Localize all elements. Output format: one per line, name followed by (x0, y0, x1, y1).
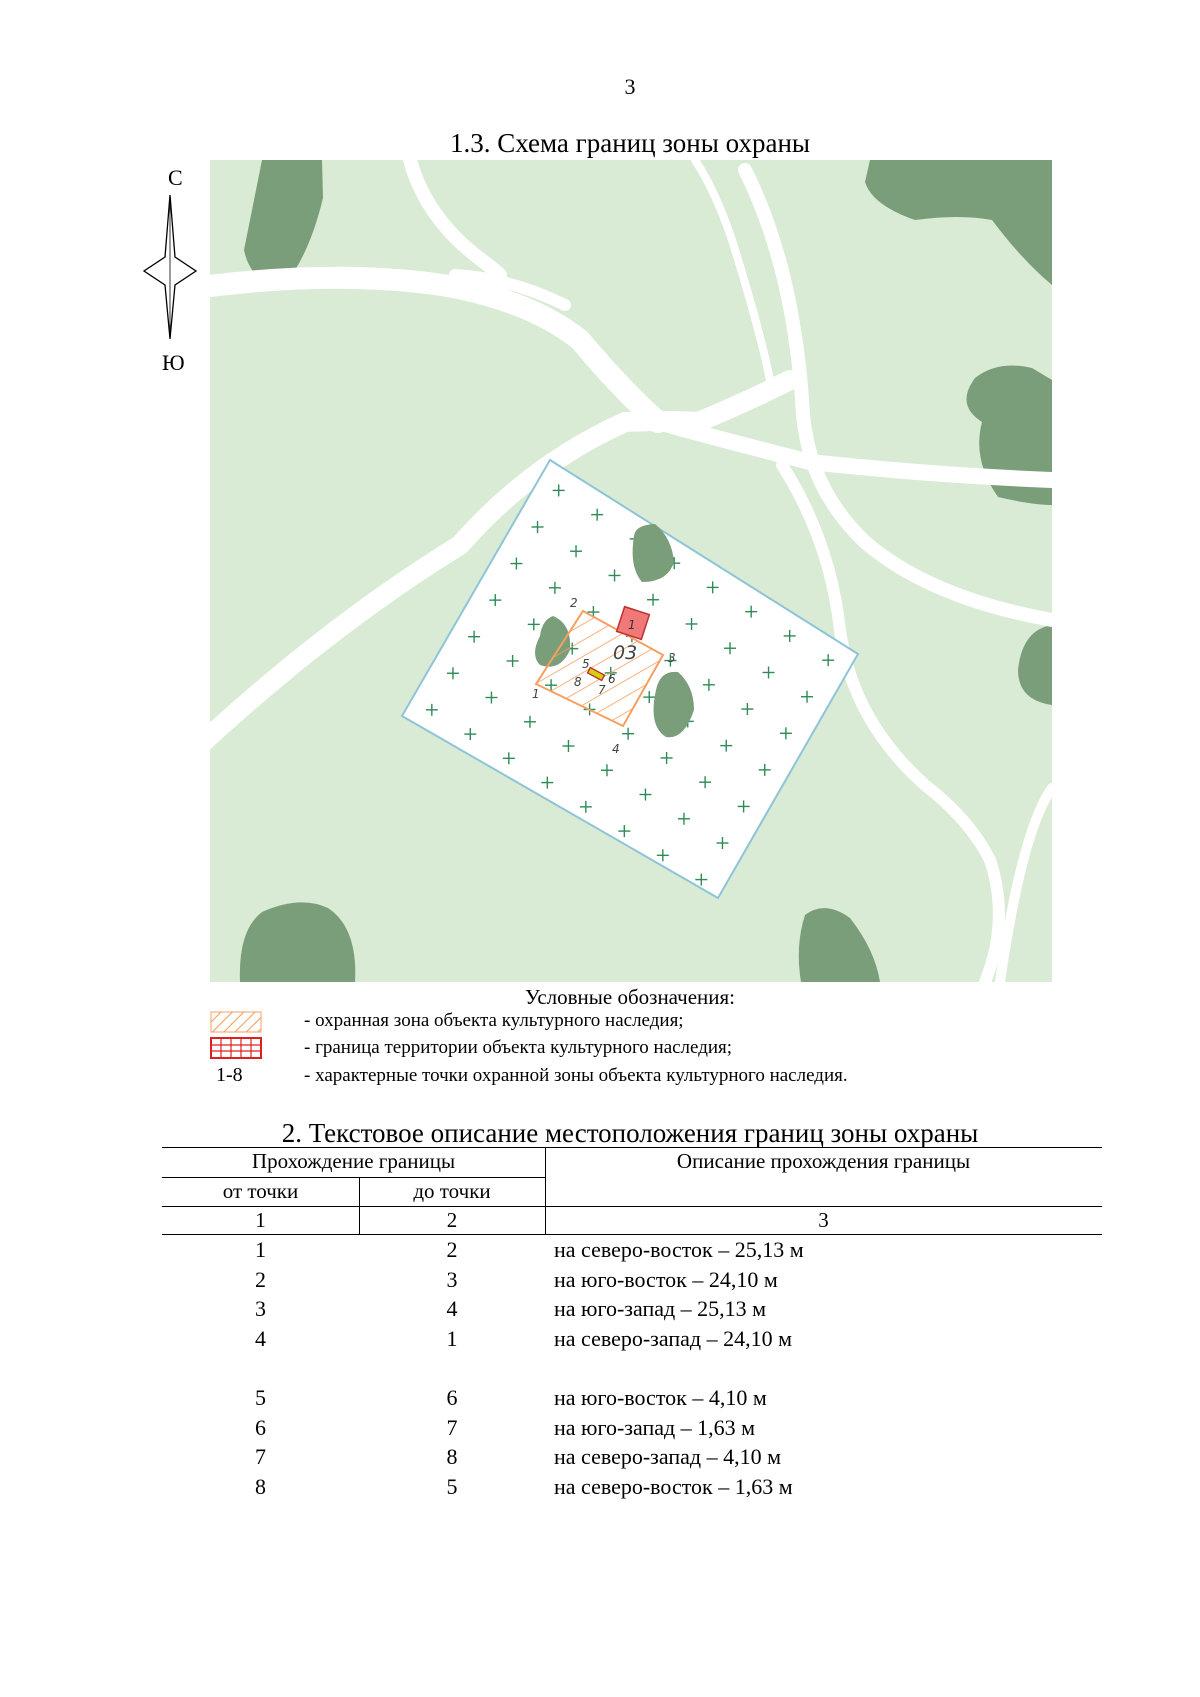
cell-description: на юго-восток – 4,10 м (554, 1385, 767, 1410)
cell-from: 5 (255, 1385, 266, 1410)
cell-description: на северо-восток – 25,13 м (554, 1237, 804, 1262)
table-rule (162, 1206, 1102, 1207)
cell-from: 2 (255, 1266, 266, 1292)
cell-to: 8 (446, 1444, 458, 1470)
column-number: 3 (818, 1208, 829, 1232)
header-description: Описание прохождения границы (676, 1149, 971, 1173)
cell-description: на юго-восток – 24,10 м (554, 1266, 778, 1292)
cell-to: 1 (446, 1325, 458, 1351)
north-arrow-icon (142, 195, 198, 339)
map-title: 1.3. Схема границ зоны охраны (449, 128, 811, 158)
cell-to: 5 (446, 1473, 458, 1499)
cell-from: 8 (255, 1473, 266, 1499)
column-number: 2 (446, 1208, 458, 1232)
cell-description: на северо-запад – 4,10 м (554, 1444, 782, 1470)
header-from: от точки (222, 1179, 299, 1203)
cell-description: на северо-запад – 24,10 м (554, 1325, 793, 1351)
cell-to: 4 (446, 1296, 458, 1322)
legend-item-text: - граница территории объекта культурного наследия; (304, 1037, 733, 1058)
zone-point-label: 2 (570, 596, 578, 610)
cell-from: 6 (255, 1414, 266, 1440)
territory-point-label: 5 (582, 657, 590, 671)
compass-north-label: С (168, 165, 183, 190)
cell-to: 2 (446, 1237, 458, 1262)
page-number: 3 (624, 74, 636, 99)
cell-to: 3 (446, 1266, 458, 1292)
cell-from: 7 (255, 1444, 266, 1470)
legend-hatch-swatch (210, 1011, 262, 1033)
table-rule (162, 1234, 1102, 1235)
section-heading: 2. Текстовое описание местоположения границ зоны охраны (281, 1118, 979, 1148)
legend-item-text: - охранная зона объекта культурного наследия; (304, 1010, 684, 1031)
table-rule (162, 1177, 545, 1178)
territory-point-label: 7 (598, 683, 606, 697)
zone-point-label: 3 (668, 651, 676, 665)
table-rule (162, 1147, 1102, 1148)
territory-marker-label: 1 (628, 618, 636, 632)
cell-from: 3 (255, 1296, 266, 1322)
legend-item-text: - характерные точки охранной зоны объекта культурного наследия. (304, 1065, 848, 1086)
cell-to: 6 (446, 1385, 458, 1410)
cell-description: на юго-запад – 1,63 м (554, 1414, 756, 1440)
cell-to: 7 (446, 1414, 458, 1440)
object-code-label: 03 (613, 642, 638, 664)
boundary-description-table (162, 1147, 1102, 1507)
legend-title: Условные обозначения: (524, 985, 736, 1009)
cell-description: на юго-запад – 25,13 м (554, 1296, 767, 1322)
cell-description: на северо-восток – 1,63 м (554, 1473, 793, 1499)
site-map (210, 160, 1052, 982)
header-passage: Прохождение границы (251, 1149, 456, 1173)
cell-from: 1 (255, 1237, 266, 1262)
cell-from: 4 (255, 1325, 266, 1351)
zone-point-label: 1 (532, 687, 540, 701)
legend-grid-swatch (210, 1037, 262, 1059)
column-number: 1 (255, 1208, 266, 1232)
territory-point-label: 6 (608, 672, 616, 686)
legend-points-code: 1-8 (216, 1064, 243, 1086)
zone-point-label: 4 (612, 742, 620, 756)
compass-south-label: Ю (162, 350, 185, 375)
territory-point-label: 8 (574, 675, 582, 689)
compass-rose (142, 165, 206, 375)
header-to: до точки (413, 1179, 491, 1203)
